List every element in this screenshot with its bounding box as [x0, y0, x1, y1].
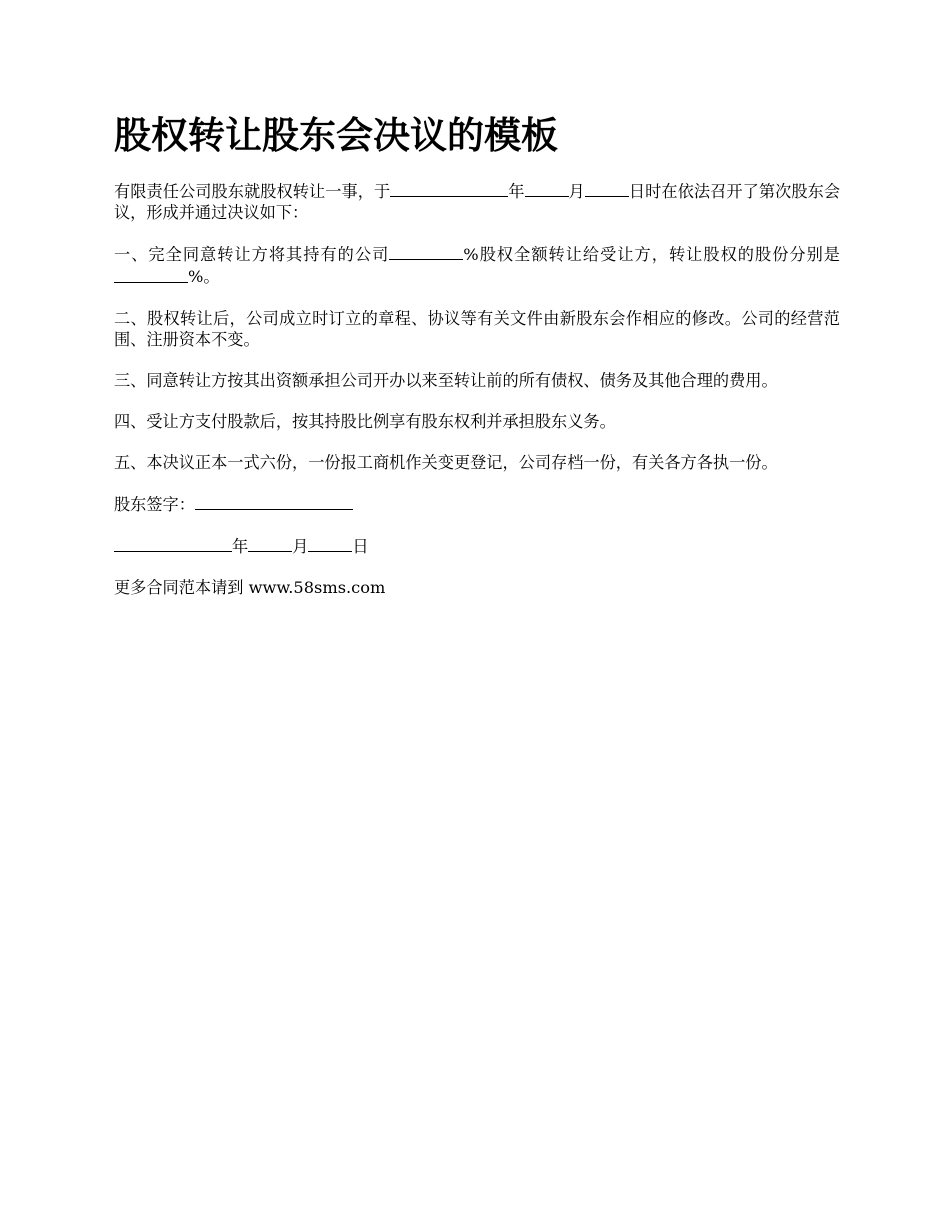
intro-text-start: 有限责任公司股东就股权转让一事，于 [114, 182, 391, 202]
date-day-blank [308, 535, 352, 552]
footer-note: 更多合同范本请到 www.58sms.com [114, 577, 386, 597]
document-page [114, 108, 840, 618]
date-month-blank [248, 535, 292, 552]
item1-text-middle: %股权全额转让给受让方，转让股权的股份分别是 [463, 245, 840, 265]
date-line [114, 535, 840, 557]
intro-month-label: 月 [568, 182, 585, 202]
item1-text-end: %。 [188, 267, 220, 287]
day-blank [585, 180, 629, 197]
date-day-label: 日 [352, 536, 369, 556]
intro-text-end: 日时在依法召开了第次股东会议，形成并通过决议如下： [114, 182, 841, 223]
resolution-item-5: 五、本决议正本一式六份，一份报工商机作关变更登记，公司存档一份，有关各方各执一份。 [114, 452, 778, 472]
date-year-blank [114, 535, 232, 552]
percent-blank-1 [389, 243, 463, 260]
resolution-item-1 [114, 243, 840, 287]
resolution-item-2: 二、股权转让后，公司成立时订立的章程、协议等有关文件由新股东会作相应的修改。公司的经营范围、注册资本不变。 [114, 308, 840, 349]
signature-blank [195, 493, 353, 510]
date-month-label: 月 [292, 536, 309, 556]
page-title: 股权转让股东会决议的模板 [114, 114, 558, 157]
date-year-label: 年 [232, 536, 249, 556]
month-blank [525, 180, 569, 197]
intro-paragraph [114, 180, 840, 223]
resolution-item-3: 三、同意转让方按其出资额承担公司开办以来至转让前的所有债权、债务及其他合理的费用。 [114, 370, 778, 390]
intro-year-label: 年 [508, 182, 525, 202]
signature-label: 股东签字： [114, 494, 195, 514]
signature-line [114, 493, 840, 515]
percent-blank-2 [114, 265, 188, 282]
item1-text-start: 一、完全同意转让方将其持有的公司 [114, 245, 390, 265]
year-blank [390, 180, 508, 197]
resolution-item-4: 四、受让方支付股款后，按其持股比例享有股东权利并承担股东义务。 [114, 411, 616, 431]
